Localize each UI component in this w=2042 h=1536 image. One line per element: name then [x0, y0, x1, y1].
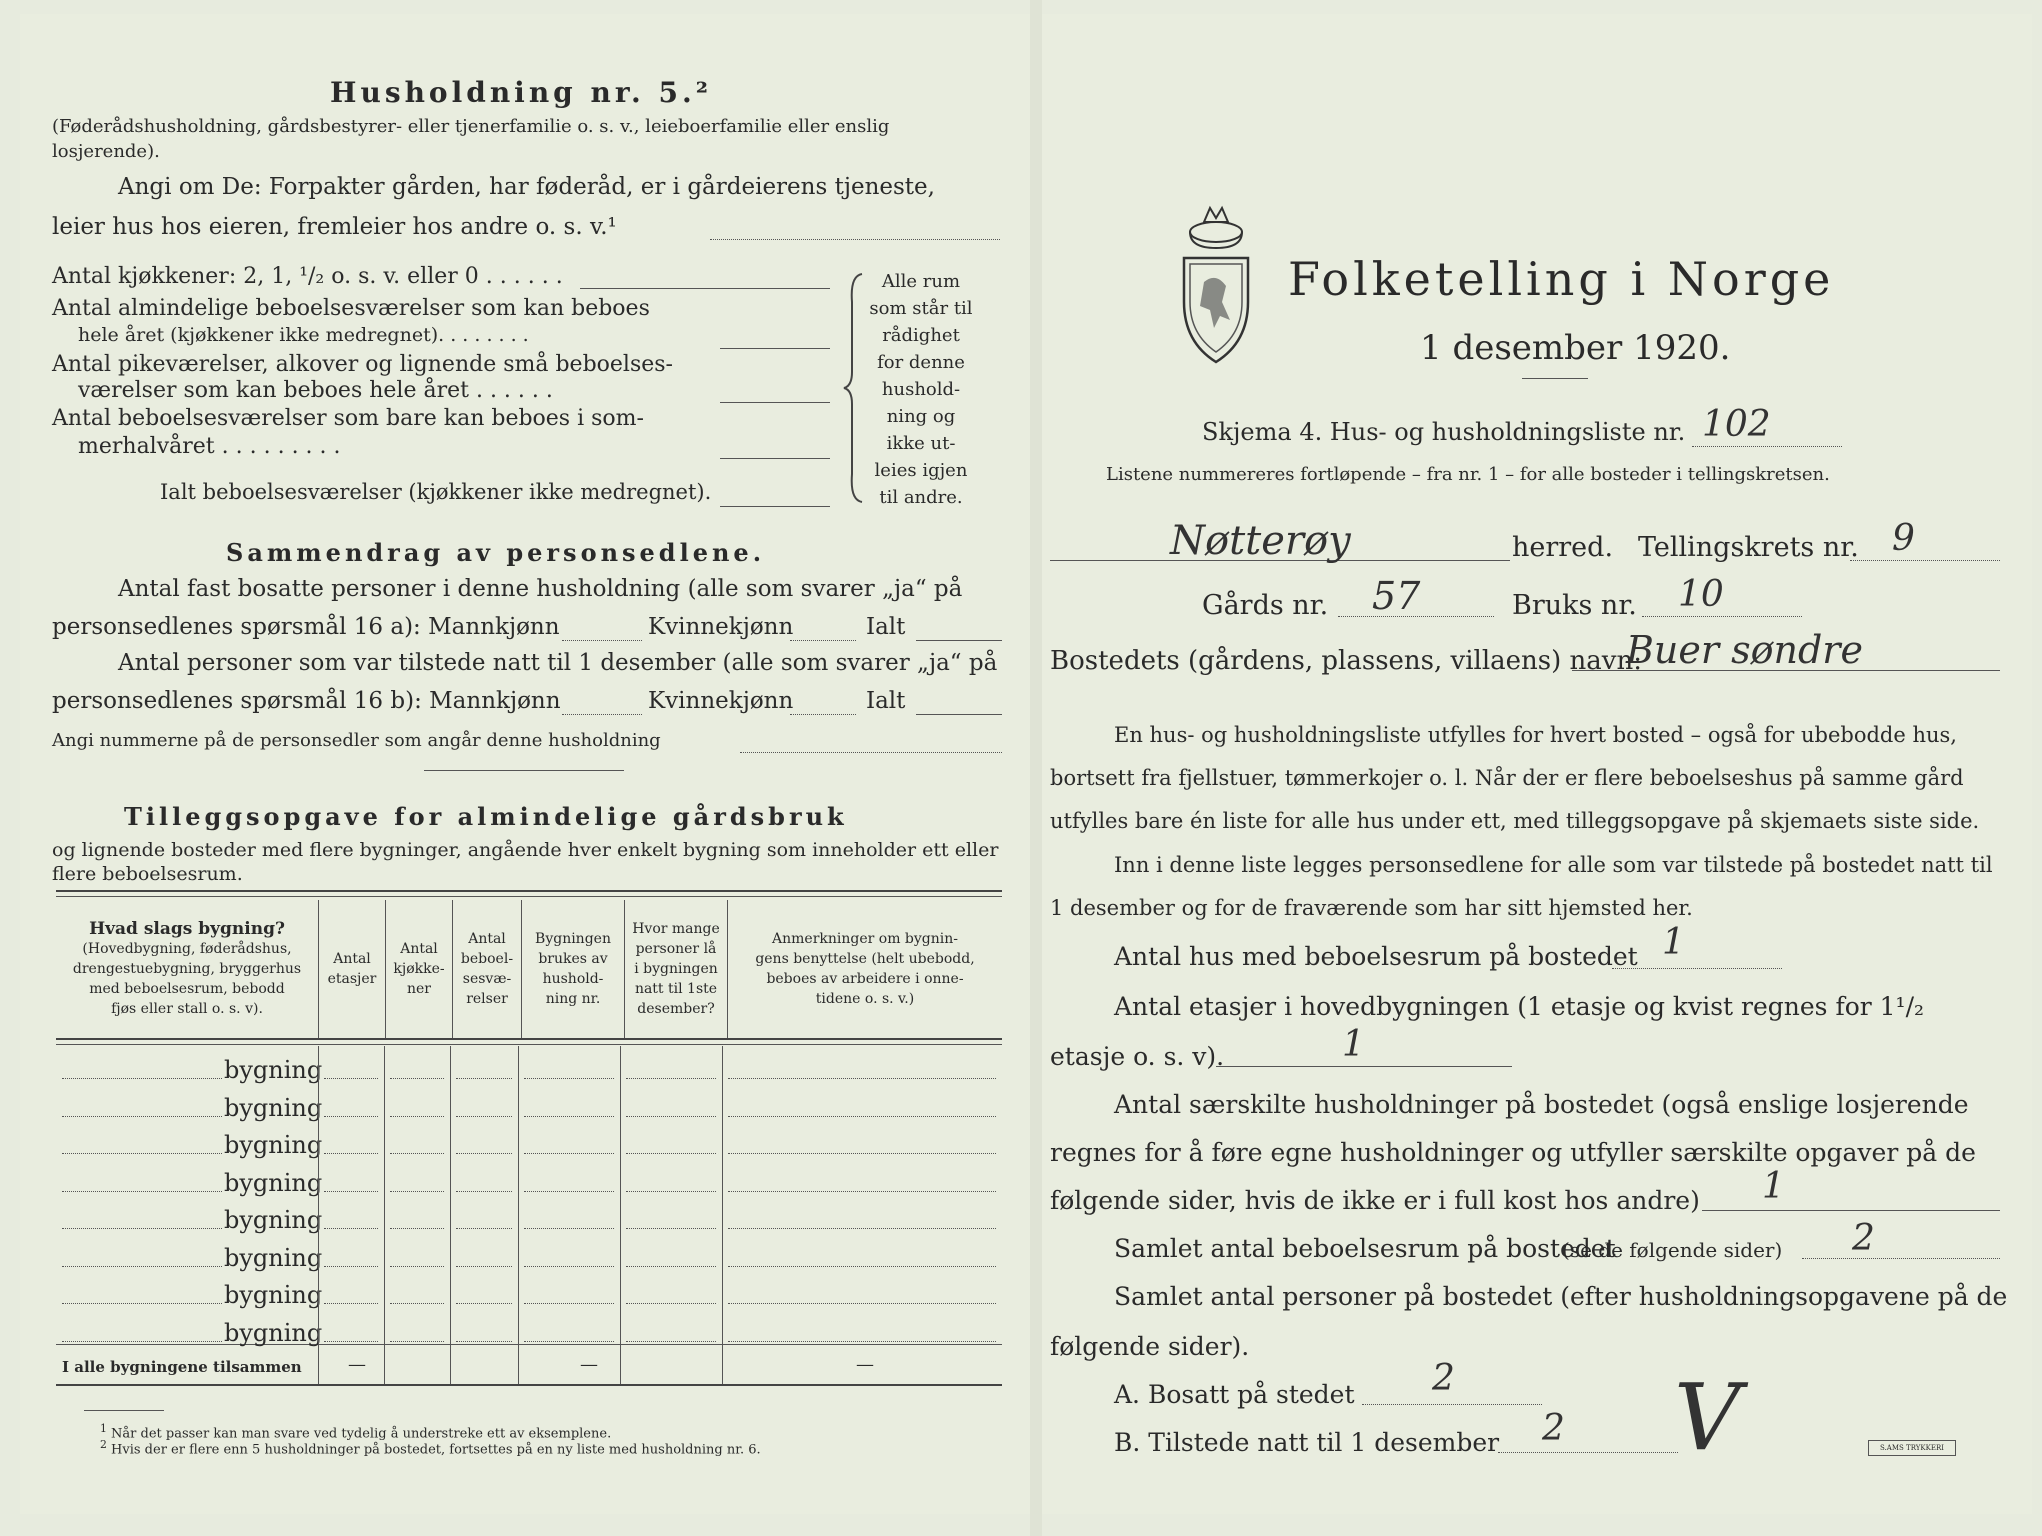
household-title: Husholdning nr. 5.²	[330, 76, 713, 109]
building-row-cell-line[interactable]	[626, 1116, 716, 1117]
summary-1-total-line[interactable]	[916, 640, 1002, 641]
q-b-value[interactable]: 2	[1542, 1408, 1565, 1449]
total-floors-dash: —	[348, 1354, 366, 1375]
total-top-rule	[56, 1344, 1002, 1345]
extra-title: Tilleggsopgave for almindelige gårdsbruk	[124, 802, 848, 831]
summary-1-women-label: Kvinnekjønn	[648, 614, 794, 640]
bruks-label: Bruks nr.	[1512, 590, 1637, 621]
building-row-cell-line[interactable]	[524, 1153, 614, 1154]
building-row-cell-line[interactable]	[728, 1303, 996, 1304]
ordinary-rooms-answer-line[interactable]	[720, 348, 830, 349]
building-row-cell-line[interactable]	[728, 1228, 996, 1229]
angi-line-1: Angi om De: Forpakter gården, har føderåd, er i gårdeierens tjeneste,	[118, 174, 935, 200]
summary-1-women-line[interactable]	[790, 640, 856, 641]
extra-subtitle: og lignende bosteder med flere bygninger, angående hver enkelt bygning som inneholder ett eller flere beboelsesrum.	[52, 839, 999, 885]
total-used-by-dash: —	[580, 1354, 598, 1375]
left-page	[20, 14, 1030, 1514]
building-row-cell-line[interactable]	[390, 1303, 444, 1304]
summary-1-men-line[interactable]	[562, 640, 642, 641]
gards-line	[1338, 616, 1494, 617]
q-a-label: A. Bosatt på stedet	[1114, 1380, 1355, 1409]
angi-answer-line[interactable]	[710, 239, 1000, 240]
bruks-line	[1642, 616, 1802, 617]
summer-rooms-label-2: merhalvåret . . . . . . . . .	[78, 434, 341, 459]
q-a-line	[1362, 1404, 1542, 1405]
q-hush-label-3: følgende sider, hvis de ikke er i full kost hos andre)	[1050, 1186, 1700, 1215]
herred-label: herred.	[1512, 532, 1614, 563]
building-row-cell-line[interactable]	[524, 1116, 614, 1117]
column-separator	[318, 1046, 319, 1384]
building-row-label: bygning	[224, 1056, 323, 1084]
total-remarks-dash: —	[856, 1354, 874, 1375]
header-remarks: Anmerkninger om bygnin- gens benyttelse (helt ubebodd, beboes av arbeidere i onne- tidene o. s. v.)	[728, 900, 1003, 1038]
summary-1a: Antal fast bosatte personer i denne husholdning (alle som svarer „ja“ på	[118, 576, 963, 602]
building-row-cell-line[interactable]	[456, 1228, 512, 1229]
kitchens-label: Antal kjøkkener: 2, 1, ¹/₂ o. s. v. eller 0 . . . . . .	[52, 264, 563, 289]
instructions-paragraph-2: Inn i denne liste legges personsedlene for alle som var tilstede på bostedet natt til 1 desember og for de fraværende som har sitt hjemsted her.	[1050, 853, 1993, 920]
header-rooms: Antal beboel- sesvæ- relser	[453, 900, 522, 1038]
q-b-line	[1498, 1452, 1678, 1453]
building-table	[56, 900, 1002, 1038]
q-hus-label: Antal hus med beboelsesrum på bostedet	[1114, 942, 1638, 971]
ordinary-rooms-label-1: Antal almindelige beboelsesværelser som kan beboes	[52, 296, 650, 321]
building-row-cell-line[interactable]	[524, 1341, 614, 1342]
q-hus-value[interactable]: 1	[1662, 922, 1685, 963]
krets-line	[1850, 560, 2000, 561]
building-row-cell-line[interactable]	[324, 1341, 378, 1342]
header-kitchens: Antal kjøkke- ner	[386, 900, 453, 1038]
footnote-rule	[84, 1410, 164, 1411]
building-row-input-line[interactable]	[62, 1341, 222, 1342]
q-b-label: B. Tilstede natt til 1 desember	[1114, 1428, 1500, 1457]
header-floors: Antal etasjer	[319, 900, 386, 1038]
building-row-cell-line[interactable]	[728, 1266, 996, 1267]
maid-rooms-label-1: Antal pikeværelser, alkover og lignende små beboelses-	[52, 352, 673, 377]
building-row-cell-line[interactable]	[456, 1116, 512, 1117]
maid-rooms-label-2: værelser som kan beboes hele året . . . . . .	[78, 378, 553, 403]
building-row-label: bygning	[224, 1281, 323, 1309]
ordinary-rooms-label-2: hele året (kjøkkener ikke medregnet). . . . . . . .	[78, 324, 529, 346]
krets-value[interactable]: 9	[1892, 518, 1915, 559]
schema-label: Skjema 4. Hus- og husholdningsliste nr.	[1202, 418, 1686, 446]
table-top-rule-2	[56, 896, 1002, 897]
building-row-cell-line[interactable]	[524, 1266, 614, 1267]
bruks-value[interactable]: 10	[1678, 574, 1724, 615]
column-separator	[450, 1046, 451, 1384]
building-row-cell-line[interactable]	[390, 1153, 444, 1154]
building-row-cell-line[interactable]	[324, 1078, 378, 1079]
summary-1-total-label: Ialt	[866, 614, 906, 640]
building-row-input-line[interactable]	[62, 1153, 222, 1154]
q-rum-note: (se de følgende sider)	[1562, 1238, 1783, 1262]
page-fold	[1030, 0, 1042, 1536]
building-row-cell-line[interactable]	[324, 1116, 378, 1117]
gards-value[interactable]: 57	[1372, 574, 1421, 618]
rooms-side-note: Alle rum som står til rådighet for denne hushold- ning og ikke ut- leies igjen til andre.	[869, 271, 973, 508]
bosted-label: Bostedets (gårdens, plassens, villaens) navn:	[1050, 646, 1642, 676]
building-row-cell-line[interactable]	[626, 1266, 716, 1267]
building-row-cell-line[interactable]	[324, 1153, 378, 1154]
summary-2-total-label: Ialt	[866, 688, 906, 714]
building-row-cell-line[interactable]	[728, 1341, 996, 1342]
building-row-cell-line[interactable]	[324, 1228, 378, 1229]
building-row-cell-line[interactable]	[324, 1266, 378, 1267]
building-row-cell-line[interactable]	[390, 1266, 444, 1267]
section-divider	[424, 770, 624, 771]
right-page	[1042, 14, 2032, 1514]
building-row-cell-line[interactable]	[324, 1191, 378, 1192]
column-separator	[518, 1046, 519, 1384]
building-row-input-line[interactable]	[62, 1191, 222, 1192]
building-row-cell-line[interactable]	[728, 1153, 996, 1154]
building-row-cell-line[interactable]	[390, 1341, 444, 1342]
building-row-cell-line[interactable]	[626, 1153, 716, 1154]
q-hus-line	[1612, 968, 1782, 969]
building-row-label: bygning	[224, 1131, 323, 1159]
q-a-value[interactable]: 2	[1432, 1358, 1455, 1399]
building-row-cell-line[interactable]	[524, 1078, 614, 1079]
summary-title: Sammendrag av personsedlene.	[226, 538, 766, 567]
header-persons: Hvor mange personer lå i bygningen natt til 1ste desember?	[625, 900, 728, 1038]
building-row-cell-line[interactable]	[728, 1191, 996, 1192]
title-divider	[1522, 378, 1588, 379]
summary-2-total-line[interactable]	[916, 714, 1002, 715]
maid-rooms-answer-line[interactable]	[720, 402, 830, 403]
q-rum-value[interactable]: 2	[1852, 1218, 1875, 1259]
building-row-cell-line[interactable]	[626, 1341, 716, 1342]
total-row-label: I alle bygningene tilsammen	[62, 1358, 302, 1376]
q-rum-label: Samlet antal beboelsesrum på bostedet	[1114, 1234, 1616, 1263]
q-etasjer-line	[1216, 1066, 1512, 1067]
building-row-cell-line[interactable]	[456, 1303, 512, 1304]
building-row-cell-line[interactable]	[728, 1116, 996, 1117]
form-date: 1 desember 1920.	[1420, 328, 1731, 368]
building-row-cell-line[interactable]	[728, 1078, 996, 1079]
q-pers-label-2: følgende sider).	[1050, 1332, 1250, 1361]
bosted-line	[1572, 670, 2000, 671]
footnote-2: $^2$ Hvis der er flere enn 5 husholdninger på bostedet, fortsettes på en ny liste med husholdning nr. 6.	[100, 1438, 761, 1458]
header-building: Hvad slags bygning? (Hovedbygning, føderådshus, drengestuebygning, bryggerhus med beboelsesrum, bebodd fjøs eller stall o. s. v).	[56, 900, 319, 1038]
q-hush-value[interactable]: 1	[1762, 1166, 1785, 1207]
herred-value[interactable]: Nøtterøy	[1170, 518, 1351, 564]
q-etasjer-value[interactable]: 1	[1342, 1024, 1365, 1065]
total-rooms-label: Ialt beboelsesværelser (kjøkkener ikke medregnet).	[160, 480, 712, 504]
check-mark: V	[1674, 1364, 1741, 1471]
building-row-cell-line[interactable]	[456, 1078, 512, 1079]
angi-numbers-label: Angi nummerne på de personsedler som angår denne husholdning	[52, 730, 661, 751]
header-used-by: Bygningen brukes av hushold- ning nr.	[522, 900, 625, 1038]
q-etasjer-label-2: etasje o. s. v).	[1050, 1042, 1225, 1071]
total-rooms-answer-line[interactable]	[720, 506, 830, 507]
table-bottom-rule	[56, 1384, 1002, 1386]
building-row-cell-line[interactable]	[390, 1191, 444, 1192]
building-row-cell-line[interactable]	[390, 1228, 444, 1229]
building-row-label: bygning	[224, 1168, 323, 1197]
q-pers-label-1: Samlet antal personer på bostedet (efter husholdningsopgavene på de	[1114, 1282, 2008, 1311]
footnote-1: $^1$ Når det passer kan man svare ved tydelig å understreke ett av eksemplene.	[100, 1422, 612, 1442]
building-row-cell-line[interactable]	[324, 1303, 378, 1304]
summer-rooms-answer-line[interactable]	[720, 458, 830, 459]
building-row-cell-line[interactable]	[626, 1303, 716, 1304]
building-row-cell-line[interactable]	[456, 1191, 512, 1192]
header-bottom-rule	[56, 1038, 1002, 1040]
building-row-input-line[interactable]	[62, 1303, 222, 1304]
column-separator	[722, 1046, 723, 1384]
building-row-input-line[interactable]	[62, 1228, 222, 1229]
building-row-label: bygning	[224, 1318, 323, 1347]
gards-label: Gårds nr.	[1202, 590, 1329, 621]
summary-2-women-label: Kvinnekjønn	[648, 688, 794, 714]
building-row-label: bygning	[224, 1206, 323, 1234]
coat-of-arms-icon	[1176, 202, 1256, 372]
summer-rooms-label-1: Antal beboelsesværelser som bare kan beboes i som-	[52, 406, 644, 431]
building-row-cell-line[interactable]	[456, 1341, 512, 1342]
form-title: Folketelling i Norge	[1288, 252, 1835, 306]
column-separator	[384, 1046, 385, 1384]
building-row-cell-line[interactable]	[524, 1191, 614, 1192]
building-row-cell-line[interactable]	[390, 1078, 444, 1079]
q-hush-label-1: Antal særskilte husholdninger på bostedet (også enslige losjerende	[1114, 1090, 1969, 1119]
building-row-cell-line[interactable]	[456, 1153, 512, 1154]
building-row-cell-line[interactable]	[626, 1078, 716, 1079]
building-row-cell-line[interactable]	[390, 1116, 444, 1117]
q-hush-label-2: regnes for å føre egne husholdninger og utfyller særskilte opgaver på de	[1050, 1138, 1976, 1167]
krets-label: Tellingskrets nr.	[1638, 532, 1859, 563]
building-row-label: bygning	[224, 1243, 323, 1272]
table-header-row	[56, 900, 1002, 1038]
printer-stamp: S.AMS TRYKKERI	[1868, 1440, 1956, 1456]
building-row-cell-line[interactable]	[626, 1191, 716, 1192]
q-hush-line	[1702, 1210, 2000, 1211]
summary-2-men-line[interactable]	[562, 714, 642, 715]
building-row-cell-line[interactable]	[626, 1228, 716, 1229]
q-rum-line	[1802, 1258, 2000, 1259]
column-separator	[620, 1046, 621, 1384]
schema-value[interactable]: 102	[1702, 404, 1771, 445]
header-bottom-rule-2	[56, 1044, 1002, 1045]
building-row-cell-line[interactable]	[456, 1266, 512, 1267]
summary-1b: personsedlenes spørsmål 16 a): Mannkjønn	[52, 614, 560, 640]
kitchens-answer-line[interactable]	[580, 288, 830, 289]
angi-line-2: leier hus hos eieren, fremleier hos andre o. s. v.¹	[52, 214, 617, 240]
instructions-paragraph-1: En hus- og husholdningsliste utfylles for hvert bosted – også for ubebodde hus, bortsett fra fjellstuer, tømmerkojer o. l. Når der er flere beboelseshus på samme gård utfylles bare én liste for alle hus under ett, med tilleggsopgave på skjemaets siste side.	[1050, 723, 1980, 833]
summary-2-women-line[interactable]	[790, 714, 856, 715]
building-row-input-line[interactable]	[62, 1266, 222, 1267]
schema-line	[1692, 446, 1842, 447]
summary-2a: Antal personer som var tilstede natt til 1 desember (alle som svarer „ja“ på	[118, 650, 998, 676]
building-row-input-line[interactable]	[62, 1116, 222, 1117]
building-row-cell-line[interactable]	[524, 1303, 614, 1304]
angi-numbers-line[interactable]	[740, 752, 1002, 753]
summary-2b: personsedlenes spørsmål 16 b): Mannkjønn	[52, 688, 561, 714]
building-row-input-line[interactable]	[62, 1078, 222, 1079]
household-note: (Føderådshusholdning, gårdsbestyrer- eller tjenerfamilie o. s. v., leieboerfamilie eller enslig losjerende).	[52, 116, 890, 162]
bosted-value[interactable]: Buer søndre	[1626, 628, 1863, 672]
table-top-rule	[56, 890, 1002, 892]
building-row-cell-line[interactable]	[524, 1228, 614, 1229]
building-row-label: bygning	[224, 1093, 323, 1122]
numbering-note: Listene nummereres fortløpende – fra nr. 1 – for alle bosteder i tellingskretsen.	[1106, 464, 1830, 485]
q-etasjer-label-1: Antal etasjer i hovedbygningen (1 etasje og kvist regnes for 1¹/₂	[1114, 992, 1925, 1021]
